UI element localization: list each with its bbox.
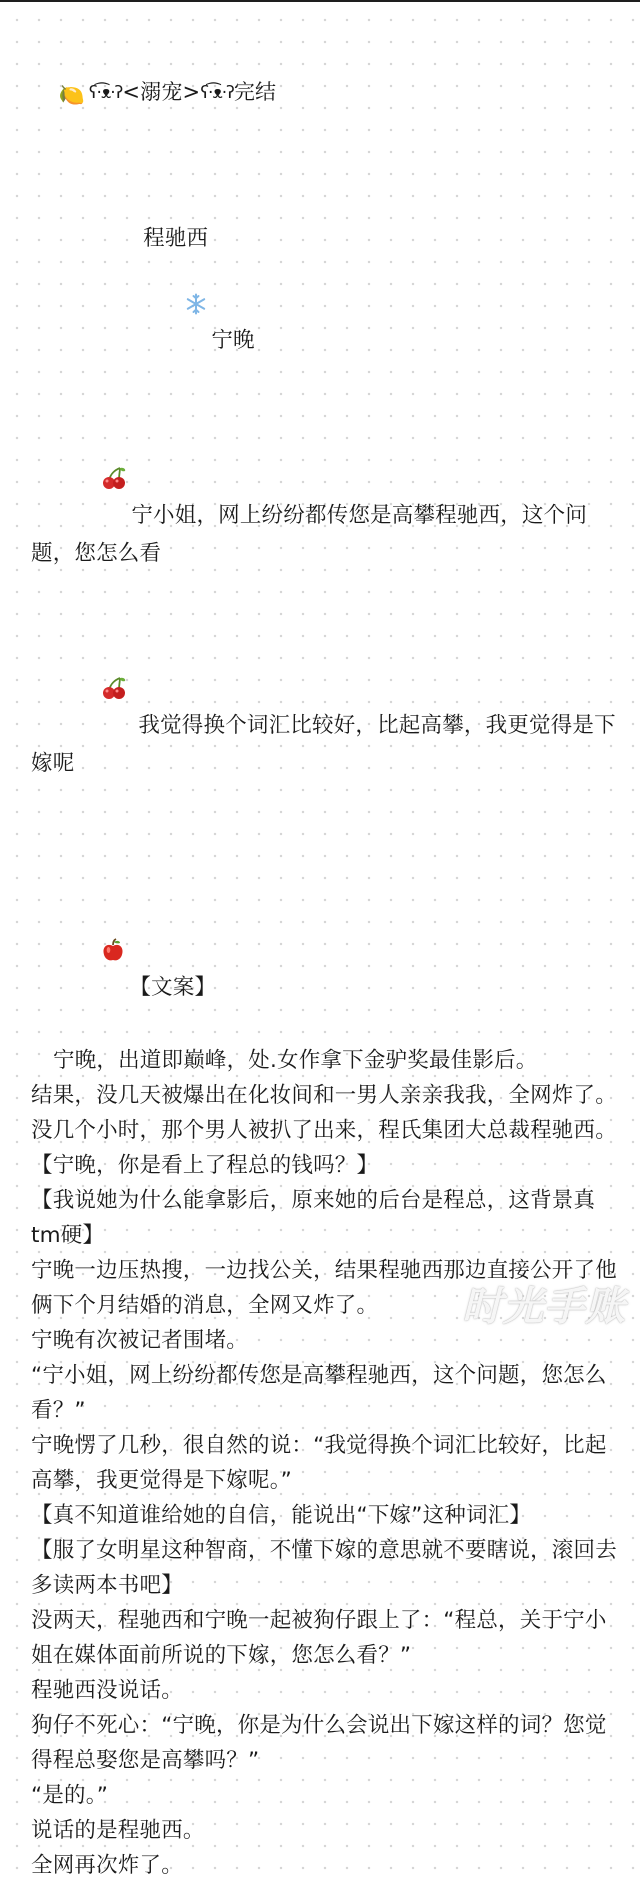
dialogue-line: 没两天，程驰西和宁晚一起被狗仔跟上了：“程总，关于宁小姐在媒体面前所说的下嫁，您怎么看？” <box>31 1608 607 1668</box>
synopsis-heading <box>31 868 617 1043</box>
bear-face-icon: ʕ·͡ᴥ·ʔ <box>88 83 123 103</box>
spacer <box>31 816 617 850</box>
lead-characters <box>31 186 617 396</box>
cherry-icon <box>59 641 127 746</box>
teaser-question <box>31 396 617 606</box>
synopsis-paragraph: 宁晚一边压热搜，一边找公关，结果程驰西那边直接公开了他俩下个月结婚的消息，全网又炸了。 <box>31 1258 617 1318</box>
teaser-question-text: 宁小姐，网上纷纷都传您是高攀程驰西，这个问题，您怎么看 <box>31 503 588 566</box>
cherry-icon <box>59 431 127 536</box>
synopsis-heading-text: 【文案】 <box>129 975 217 1000</box>
book-status: 完结 <box>233 80 277 104</box>
dialogue-line: 宁晚愣了几秒，很自然的说：“我觉得换个词汇比较好，比起高攀，我更觉得是下嫁呢。” <box>31 1433 607 1493</box>
apple-icon <box>59 903 125 1008</box>
synopsis-paragraph: 结果，没几天被爆出在化妆间和一男人亲亲我我，全网炸了。 <box>31 1083 617 1108</box>
male-lead: 程驰西 <box>143 226 209 251</box>
dialogue-line: 狗仔不死心：“宁晚，你是为什么会说出下嫁这样的词？您觉得程总娶您是高攀吗？” <box>31 1713 607 1773</box>
comment-line: 【服了女明星这种智商，不懂下嫁的意思就不要瞎说，滚回去多读两本书吧】 <box>31 1538 617 1598</box>
synopsis-paragraph: 说话的是程驰西。 <box>31 1818 205 1843</box>
teaser-answer-text: 我觉得换个词汇比较好，比起高攀，我更觉得是下嫁呢 <box>31 713 616 776</box>
comment-line: 【我说她为什么能拿影后，原来她的后台是程总，这背景真tm硬】 <box>31 1188 596 1248</box>
teaser-answer <box>31 606 617 816</box>
comment-line: 【宁晚，你是看上了程总的钱吗？】 <box>31 1153 379 1178</box>
synopsis-paragraph: 没几个小时，那个男人被扒了出来，程氏集团大总裁程驰西。 <box>31 1118 617 1143</box>
book-name: <溺宠> <box>122 80 201 104</box>
dialogue-line: “宁小姐，网上纷纷都传您是高攀程驰西，这个问题，您怎么看？” <box>31 1363 607 1423</box>
watermark: 时光手账 <box>462 1284 626 1330</box>
dialogue-line: “是的。” <box>31 1783 109 1808</box>
synopsis-paragraph: 宁晚，出道即巅峰，处.女作拿下金驴奖最佳影后。 <box>53 1048 538 1073</box>
book-title <box>31 40 617 148</box>
novel-recommendation <box>31 40 617 1883</box>
female-lead: 宁晚 <box>211 328 255 353</box>
lemon-icon: 🍋 <box>58 83 85 107</box>
bear-face-icon: ʕ·͡ᴥ·ʔ <box>200 83 234 103</box>
comment-line: 【真不知道谁给她的自信，能说出“下嫁”这种词汇】 <box>31 1503 532 1528</box>
synopsis-paragraph: 全网再次炸了。 <box>31 1853 183 1878</box>
top-border <box>0 0 640 2</box>
synopsis-paragraph: 宁晚有次被记者围堵。 <box>31 1328 249 1353</box>
synopsis-paragraph: 程驰西没说话。 <box>31 1678 183 1703</box>
snowflake-icon <box>143 256 207 361</box>
